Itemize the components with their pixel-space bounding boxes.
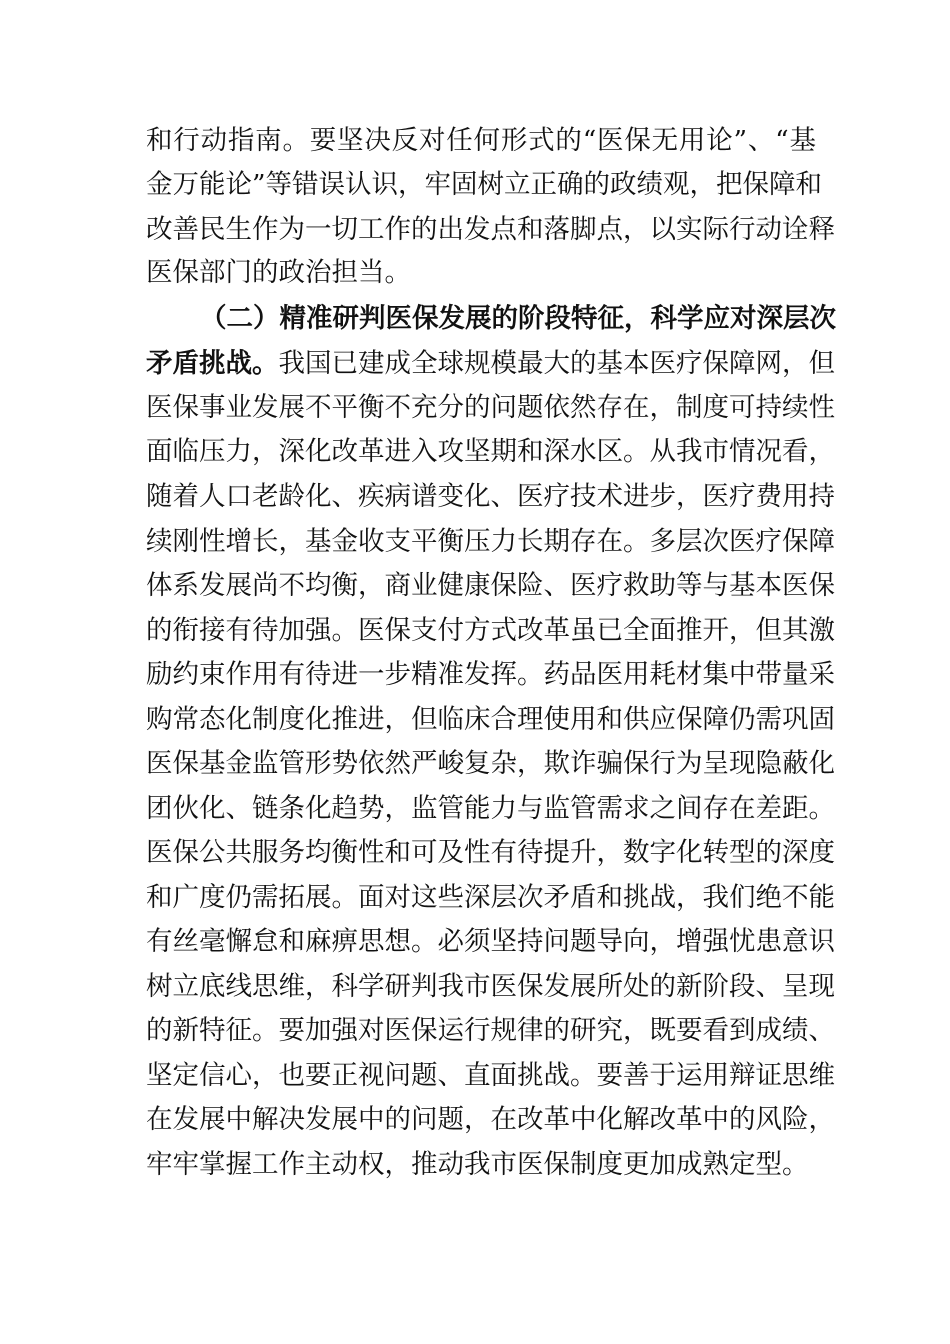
paragraph-2-line: 医保公共服务均衡性和可及性有待提升，数字化转型的深度	[146, 837, 835, 868]
paragraph-1-line-3: 改善民生作为一切工作的出发点和落脚点，以实际行动诠释	[146, 214, 835, 245]
paragraph-2-line: 有丝毫懈怠和麻痹思想。必须坚持问题导向，增强忧患意识	[146, 926, 835, 957]
section-heading-line-2	[146, 340, 835, 388]
paragraph-2-line: 续刚性增长，基金收支平衡压力长期存在。多层次医疗保障	[146, 526, 835, 557]
paragraph-2-line: 树立底线思维，科学研判我市医保发展所处的新阶段、呈现	[146, 971, 835, 1002]
paragraph-2-line: 随着人口老龄化、疾病谱变化、医疗技术进步，医疗费用持	[146, 481, 835, 512]
paragraph-2-line: 励约束作用有待进一步精准发挥。药品医用耗材集中带量采	[146, 659, 835, 690]
paragraph-2-line: 坚定信心，也要正视问题、直面挑战。要善于运用辩证思维	[146, 1060, 835, 1091]
paragraph-2-line: 购常态化制度化推进，但临床合理使用和供应保障仍需巩固	[146, 704, 835, 735]
paragraph-2-line: 医保事业发展不平衡不充分的问题依然存在，制度可持续性	[146, 392, 835, 423]
paragraph-2-line: 体系发展尚不均衡，商业健康保险、医疗救助等与基本医保	[146, 570, 835, 601]
section-heading-title-end: 矛盾挑战。	[146, 348, 279, 379]
paragraph-1-line-2: 金万能论”等错误认识，牢固树立正确的政绩观，把保障和	[146, 169, 823, 200]
paragraph-2-line: 医保基金监管形势依然严峻复杂，欺诈骗保行为呈现隐蔽化	[146, 748, 835, 779]
paragraph-2-line: 面临压力，深化改革进入攻坚期和深水区。从我市情况看，	[146, 436, 835, 467]
paragraph-2-line: 团伙化、链条化趋势，监管能力与监管需求之间存在差距。	[146, 793, 835, 824]
paragraph-2-line: 的新特征。要加强对医保运行规律的研究，既要看到成绩、	[146, 1015, 835, 1046]
paragraph-1-line-1: 和行动指南。要坚决反对任何形式的“医保无用论”、“基	[146, 125, 816, 156]
section-heading-body-start: 我国已建成全球规模最大的基本医疗保障网，但	[278, 348, 835, 379]
paragraph-2-line: 在发展中解决发展中的问题，在改革中化解改革中的风险，	[146, 1104, 835, 1135]
paragraph-1-line-4: 医保部门的政治担当。	[146, 257, 411, 288]
section-heading-line-1: （二）精准研判医保发展的阶段特征，科学应对深层次	[200, 303, 836, 334]
paragraph-2-line: 的衔接有待加强。医保支付方式改革虽已全面推开，但其激	[146, 615, 835, 646]
paragraph-2-line: 和广度仍需拓展。面对这些深层次矛盾和挑战，我们绝不能	[146, 882, 835, 913]
paragraph-2-line-last: 牢牢掌握工作主动权，推动我市医保制度更加成熟定型。	[146, 1149, 809, 1180]
